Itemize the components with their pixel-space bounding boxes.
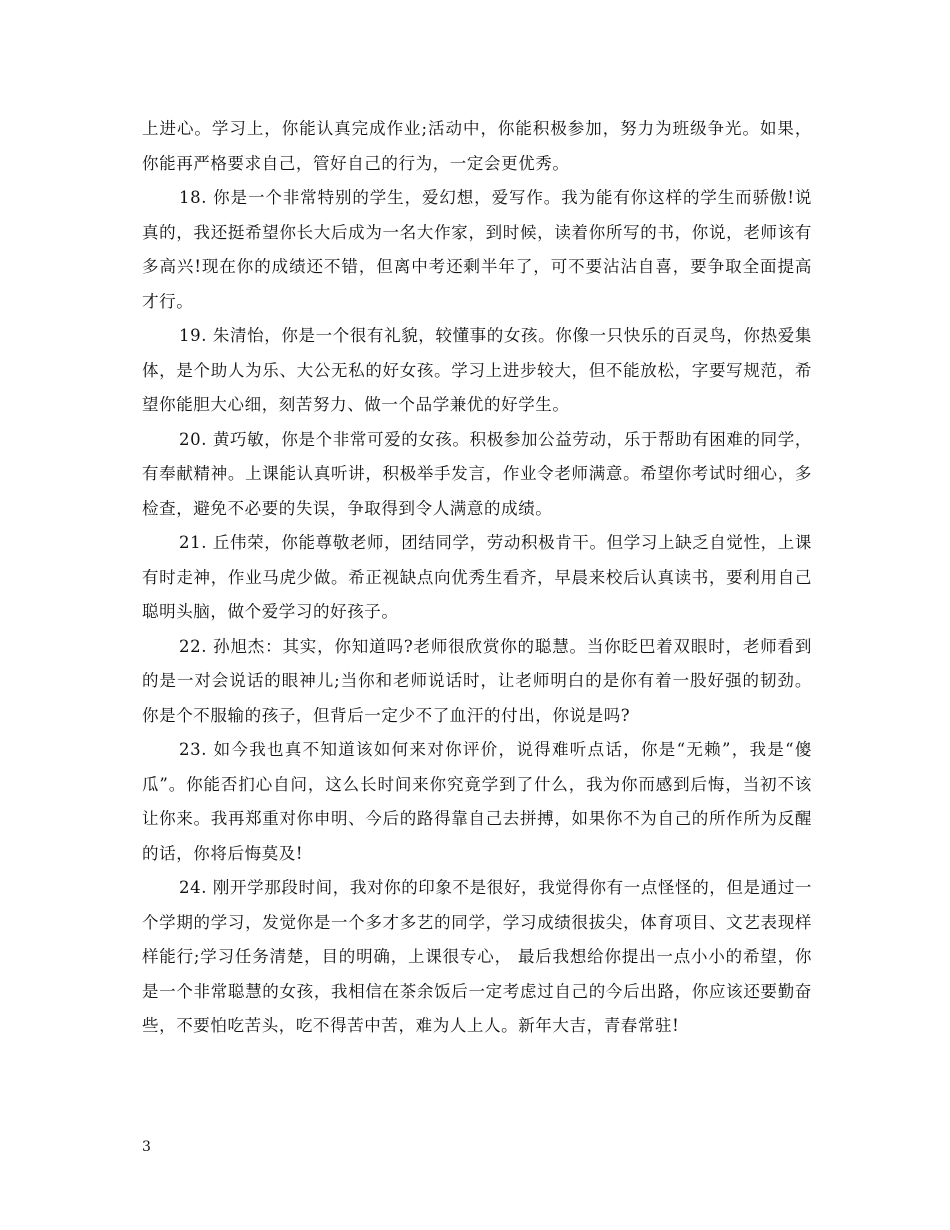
paragraph-item-22: 22. 孙旭杰：其实，你知道吗?老师很欣赏你的聪慧。当你眨巴着双眼时，老师看到的是一对会说话的眼神儿;当你和老师说话时，让老师明白的是你有着一股好强的韧劲。你是个不服输的孩子，但背后一定少不了血汗的付出，你说是吗? [142,636,812,725]
paragraph-item-18: 18. 你是一个非常特别的学生，爱幻想，爱写作。我为能有你这样的学生而骄傲!说真的，我还挺希望你长大后成为一名大作家，到时候，读着你所写的书，你说，老师该有多高兴!现在你的成绩还不错，但离中考还剩半年了，可不要沾沾自喜，要争取全面提高才行。 [142,188,812,311]
paragraph-item-19: 19. 朱清怡，你是一个很有礼貌，较懂事的女孩。你像一只快乐的百灵鸟，你热爱集体，是个助人为乐、大公无私的好女孩。学习上进步较大，但不能放松，字要写规范，希望你能胆大心细，刻苦努力、做一个品学兼优的好学生。 [142,326,812,414]
paragraph-continuation: 上进心。学习上，你能认真完成作业;活动中，你能积极参加，努力为班级争光。如果，你能再严格要求自己，管好自己的行为，一定会更优秀。 [142,119,812,173]
page-number: 3 [142,1139,151,1155]
paragraph-item-20: 20. 黄巧敏，你是个非常可爱的女孩。积极参加公益劳动，乐于帮助有困难的同学，有奉献精神。上课能认真听讲，积极举手发言，作业令老师满意。希望你考试时细心，多检查，避免不必要的失误，争取得到令人满意的成绩。 [142,429,812,518]
paragraph-item-21: 21. 丘伟荣，你能尊敬老师，团结同学，劳动积极肯干。但学习上缺乏自觉性，上课有时走神，作业马虎少做。希正视缺点向优秀生看齐，早晨来校后认真读书，要利用自己聪明头脑，做个爱学习的好孩子。 [142,533,812,621]
paragraph-item-23: 23. 如今我也真不知道该如何来对你评价，说得难听点话，你是“无赖”，我是“傻瓜”。你能否扪心自问，这么长时间来你究竟学到了什么，我为你而感到后悔，当初不该让你来。我再郑重对你申明、今后的路得靠自己去拼搏，如果你不为自己的所作所为反醒的话，你将后悔莫及! [142,740,812,863]
document-body [142,112,812,1044]
paragraph-item-24: 24. 刚开学那段时间，我对你的印象不是很好，我觉得你有一点怪怪的，但是通过一个学期的学习，发觉你是一个多才多艺的同学，学习成绩很拔尖，体育项目、文艺表现样样能行;学习任务清楚，目的明确，上课很专心， 最后我想给你提出一点小小的希望，你是一个非常聪慧的女孩，我相信在茶余饭后一定考虑过自己的今后出路，你应该还要勤奋些，不要怕吃苦头，吃不得苦中苦，难为人上人。新年大吉，青春常驻! [142,878,812,1035]
